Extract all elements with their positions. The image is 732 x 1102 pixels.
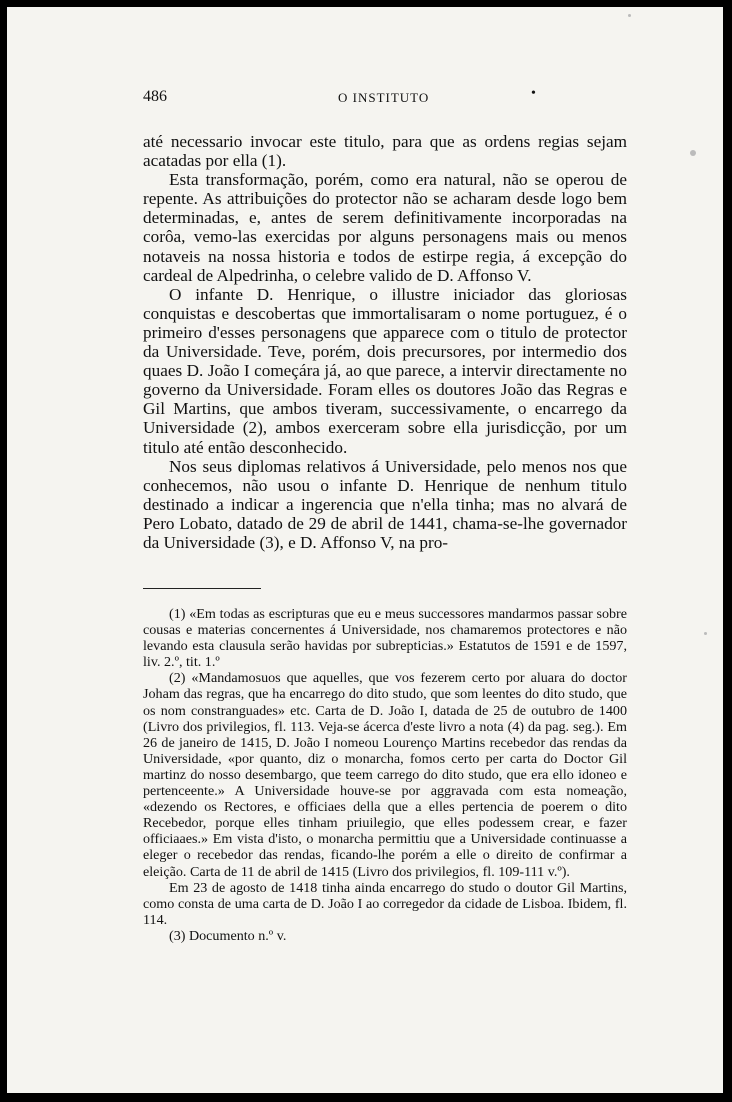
running-header xyxy=(143,88,627,112)
footnotes xyxy=(143,606,627,944)
paragraph: até necessario invocar este titulo, para que as ordens regias sejam acatadas por ella (1). xyxy=(143,132,627,171)
speck xyxy=(690,150,696,156)
paragraph: O infante D. Henrique, o illustre iniciador das gloriosas conquistas e descobertas que immortalisaram o nome portuguez, é o primeiro d'esses personagens que apparece com o titulo de protector da Universidade. Teve, porém, dois precursores, por intermedio dos quaes D. João I começára já, ao que parece, a intervir directamente no governo da Universidade. Foram elles os doutores João das Regras e Gil Martins, que ambos tiveram, successivamente, o encarrego da Universidade (2), ambos exerceram sobre ella jurisdicção, por um titulo até então desconhecido. xyxy=(143,284,627,457)
speck xyxy=(704,632,707,635)
header-mark: • xyxy=(531,86,536,101)
footnote: (2) «Mandamosuos que aquelles, que vos fezerem certo por aluara do doctor Joham das regras, que ha encarrego do dito studo, que som leentes do dito studo, que os nom constranguades» etc. Carta de D. João I, datada de 25 de outubro de 1400 (Livro dos privilegios, fl. 113. Veja-se ácerca d'este livro a nota (4) da pag. seg.). Em 26 de janeiro de 1415, D. João I nomeou Lourenço Martins recebedor das rendas da Universidade, «por quanto, diz o monarcha, fomos certo per carta do Doctor Gil martinz do nosso desembargo, que teem carrego do dito studo, que era ello idoneo e pertenceente.» A Universidade houve-se por aggravada com esta nomeação, «dezendo os Rectores, e officiaes della que a elles pertencia de poerem o dito Recebedor, porque elles tinham priuilegio, que elles podessem crear, e fazer officiaaes.» Em vista d'isto, o monarcha permittiu que a Universidade continuasse a eleger o recebedor das rendas, ficando-lhe porém a elle o direito de confirmar a eleição. Carta de 11 de abril de 1415 (Livro dos privilegios, fl. 109-111 v.º). xyxy=(143,670,627,880)
paragraph: Nos seus diplomas relativos á Universidade, pelo menos nos que conhecemos, não usou o infante D. Henrique de nenhum titulo destinado a indicar a ingerencia que n'ella tinha; mas no alvará de Pero Lobato, datado de 29 de abril de 1441, chama-se-lhe governador da Universidade (3), e D. Affonso V, na pro- xyxy=(143,456,627,552)
page-number: 486 xyxy=(143,88,167,105)
footnote: Em 23 de agosto de 1418 tinha ainda encarrego do studo o doutor Gil Martins, como consta de uma carta de D. João I ao corregedor da cidade de Lisboa. Ibidem, fl. 114. xyxy=(143,879,627,928)
footnote: (3) Documento n.º v. xyxy=(169,927,287,944)
running-title: O INSTITUTO xyxy=(338,90,430,105)
main-text xyxy=(143,132,627,552)
footnote-separator xyxy=(143,588,261,589)
speck xyxy=(628,14,631,17)
paragraph: Esta transformação, porém, como era natural, não se operou de repente. As attribuições do protector não se acharam desde logo bem determinadas, e, antes de serem definitivamente incorporadas na corôa, vemo-las exercidas por alguns personagens mais ou menos notaveis na nossa historia e todos de estirpe regia, á excepção do cardeal de Alpedrinha, o celebre valido de D. Affonso V. xyxy=(143,170,627,285)
footnote: (1) «Em todas as escripturas que eu e meus successores mandarmos passar sobre cousas e materias concernentes á Universidade, nos chamaremos protectores e não levando esta clausula serão havidas por subrepticias.» Estatutos de 1591 e de 1597, liv. 2.º, tit. 1.º xyxy=(143,606,627,671)
